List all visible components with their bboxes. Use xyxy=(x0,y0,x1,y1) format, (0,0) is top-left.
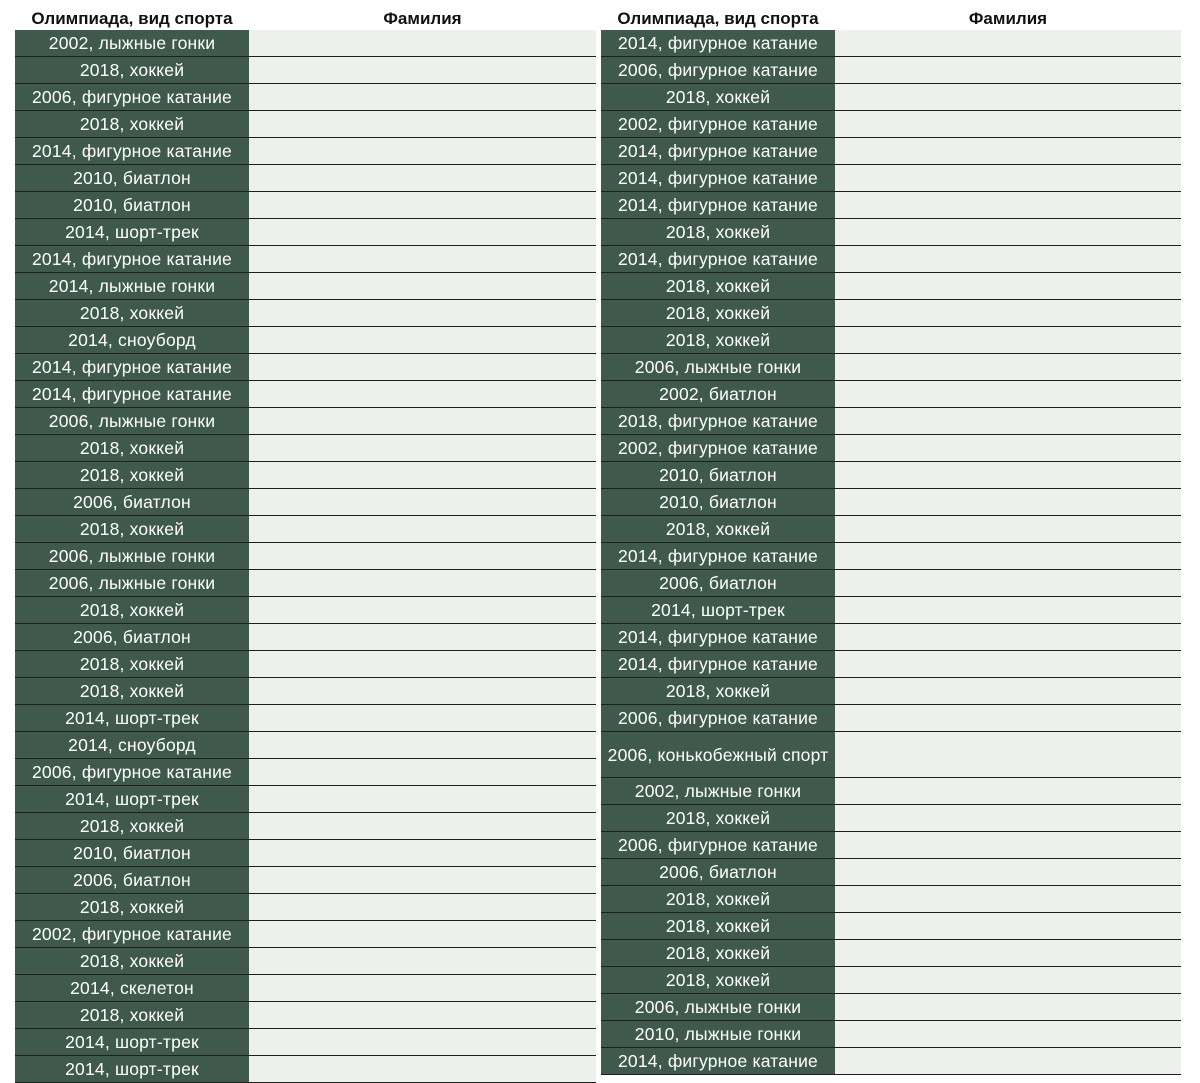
olympiad-sport-cell: 2018, хоккей xyxy=(15,57,249,83)
left-table xyxy=(15,8,596,1083)
table-row xyxy=(601,300,1181,327)
surname-input-cell[interactable] xyxy=(835,543,1181,569)
olympiad-sport-cell: 2006, лыжные гонки xyxy=(15,570,249,596)
olympiad-sport-cell: 2014, фигурное катание xyxy=(601,543,835,569)
table-row xyxy=(15,543,596,570)
table-row xyxy=(15,273,596,300)
surname-input-cell[interactable] xyxy=(835,165,1181,191)
table-row xyxy=(15,165,596,192)
surname-input-cell[interactable] xyxy=(835,778,1181,804)
surname-input-cell[interactable] xyxy=(249,732,596,758)
surname-input-cell[interactable] xyxy=(835,678,1181,704)
olympiad-sport-cell: 2014, сноуборд xyxy=(15,327,249,353)
table-row xyxy=(15,381,596,408)
olympiad-sport-cell: 2006, биатлон xyxy=(15,489,249,515)
surname-input-cell[interactable] xyxy=(835,940,1181,966)
table-row xyxy=(601,138,1181,165)
surname-input-cell[interactable] xyxy=(249,570,596,596)
table-row xyxy=(601,778,1181,805)
surname-input-cell[interactable] xyxy=(835,994,1181,1020)
surname-column-header: Фамилия xyxy=(968,9,1048,28)
surname-input-cell[interactable] xyxy=(249,786,596,812)
surname-input-cell[interactable] xyxy=(249,354,596,380)
olympiad-sport-cell: 2006, биатлон xyxy=(15,624,249,650)
surname-input-cell[interactable] xyxy=(835,192,1181,218)
table-row xyxy=(15,219,596,246)
surname-input-cell[interactable] xyxy=(249,30,596,56)
surname-input-cell[interactable] xyxy=(249,867,596,893)
olympiad-sport-cell: 2018, хоккей xyxy=(601,300,835,326)
olympiad-sport-cell: 2014, фигурное катание xyxy=(15,246,249,272)
table-row xyxy=(601,994,1181,1021)
surname-input-cell[interactable] xyxy=(835,597,1181,623)
table-body xyxy=(15,30,596,1083)
table-row xyxy=(601,624,1181,651)
table-row xyxy=(601,859,1181,886)
table-row xyxy=(601,435,1181,462)
table-row xyxy=(601,805,1181,832)
olympiad-sport-cell: 2014, сноуборд xyxy=(15,732,249,758)
olympiad-sport-cell: 2014, шорт-трек xyxy=(15,1029,249,1055)
table-row xyxy=(15,516,596,543)
surname-input-cell[interactable] xyxy=(835,57,1181,83)
surname-input-cell[interactable] xyxy=(249,111,596,137)
surname-input-cell[interactable] xyxy=(249,894,596,920)
olympiad-sport-cell: 2010, биатлон xyxy=(601,489,835,515)
table-row xyxy=(15,570,596,597)
table-row xyxy=(15,624,596,651)
table-row xyxy=(601,597,1181,624)
olympiad-sport-cell: 2018, хоккей xyxy=(601,913,835,939)
surname-input-cell[interactable] xyxy=(249,84,596,110)
olympiad-sport-cell: 2010, биатлон xyxy=(15,840,249,866)
surname-input-cell[interactable] xyxy=(835,489,1181,515)
surname-input-cell[interactable] xyxy=(835,30,1181,56)
olympiad-sport-cell: 2014, фигурное катание xyxy=(601,30,835,56)
surname-input-cell[interactable] xyxy=(249,948,596,974)
surname-input-cell[interactable] xyxy=(249,921,596,947)
olympiad-sport-cell: 2010, биатлон xyxy=(601,462,835,488)
table-row xyxy=(601,678,1181,705)
table-row xyxy=(601,570,1181,597)
table-row xyxy=(15,840,596,867)
surname-input-cell[interactable] xyxy=(835,732,1181,777)
table-row xyxy=(15,111,596,138)
table-row xyxy=(601,219,1181,246)
surname-input-cell[interactable] xyxy=(835,300,1181,326)
table-row xyxy=(601,381,1181,408)
olympiad-sport-cell: 2014, шорт-трек xyxy=(601,597,835,623)
table-header xyxy=(601,8,1181,30)
table-row xyxy=(15,354,596,381)
olympiad-column-header: Олимпиада, вид спорта xyxy=(617,9,819,28)
olympiad-sport-cell: 2018, хоккей xyxy=(601,967,835,993)
olympiad-sport-cell: 2006, лыжные гонки xyxy=(601,354,835,380)
olympiad-sport-cell: 2014, фигурное катание xyxy=(601,624,835,650)
table-row xyxy=(15,786,596,813)
surname-input-cell[interactable] xyxy=(249,246,596,272)
olympiad-sport-cell: 2002, лыжные гонки xyxy=(15,30,249,56)
table-row xyxy=(15,300,596,327)
surname-input-cell[interactable] xyxy=(249,300,596,326)
olympiad-sport-cell: 2018, хоккей xyxy=(15,462,249,488)
table-row xyxy=(601,651,1181,678)
surname-input-cell[interactable] xyxy=(249,489,596,515)
olympiad-sport-cell: 2006, лыжные гонки xyxy=(15,543,249,569)
olympiad-sport-cell: 2014, шорт-трек xyxy=(15,705,249,731)
surname-input-cell[interactable] xyxy=(249,273,596,299)
surname-input-cell[interactable] xyxy=(835,967,1181,993)
surname-input-cell[interactable] xyxy=(249,543,596,569)
olympiad-sport-cell: 2010, биатлон xyxy=(15,192,249,218)
surname-input-cell[interactable] xyxy=(249,165,596,191)
surname-input-cell[interactable] xyxy=(249,813,596,839)
olympiad-sport-cell: 2018, хоккей xyxy=(15,1002,249,1028)
surname-input-cell[interactable] xyxy=(249,516,596,542)
olympiad-column-header: Олимпиада, вид спорта xyxy=(31,9,233,28)
table-row xyxy=(601,913,1181,940)
surname-input-cell[interactable] xyxy=(835,516,1181,542)
olympiad-sport-cell: 2014, фигурное катание xyxy=(601,651,835,677)
table-row xyxy=(15,1056,596,1083)
table-body xyxy=(601,30,1181,1075)
table-row xyxy=(15,138,596,165)
surname-input-cell[interactable] xyxy=(249,219,596,245)
surname-input-cell[interactable] xyxy=(249,1002,596,1028)
surname-input-cell[interactable] xyxy=(249,840,596,866)
surname-input-cell[interactable] xyxy=(249,462,596,488)
olympiad-sport-cell: 2018, хоккей xyxy=(601,886,835,912)
table-row xyxy=(15,921,596,948)
surname-input-cell[interactable] xyxy=(835,327,1181,353)
table-row xyxy=(15,894,596,921)
surname-input-cell[interactable] xyxy=(835,570,1181,596)
table-row xyxy=(601,967,1181,994)
olympiad-sport-cell: 2018, хоккей xyxy=(15,516,249,542)
surname-input-cell[interactable] xyxy=(835,651,1181,677)
olympiad-sport-cell: 2014, фигурное катание xyxy=(601,246,835,272)
olympiad-sport-cell: 2006, конькобежный спорт xyxy=(601,732,835,777)
olympiad-sport-cell: 2018, хоккей xyxy=(601,516,835,542)
olympiad-sport-cell: 2014, шорт-трек xyxy=(15,1056,249,1082)
table-row xyxy=(15,327,596,354)
olympiad-sport-cell: 2018, хоккей xyxy=(601,219,835,245)
table-row xyxy=(601,30,1181,57)
olympiad-sport-cell: 2014, фигурное катание xyxy=(601,192,835,218)
olympiad-sport-cell: 2018, хоккей xyxy=(601,940,835,966)
table-row xyxy=(601,940,1181,967)
surname-input-cell[interactable] xyxy=(249,138,596,164)
table-row xyxy=(15,435,596,462)
surname-input-cell[interactable] xyxy=(835,1021,1181,1047)
table-row xyxy=(15,678,596,705)
table-row xyxy=(601,832,1181,859)
surname-input-cell[interactable] xyxy=(249,1056,596,1082)
table-row xyxy=(15,57,596,84)
olympiad-sport-cell: 2018, хоккей xyxy=(15,435,249,461)
olympiad-sport-cell: 2014, фигурное катание xyxy=(601,1048,835,1074)
table-row xyxy=(15,975,596,1002)
olympiad-sport-cell: 2014, шорт-трек xyxy=(15,219,249,245)
olympiad-sport-cell: 2018, хоккей xyxy=(601,327,835,353)
surname-input-cell[interactable] xyxy=(835,805,1181,831)
surname-input-cell[interactable] xyxy=(835,219,1181,245)
olympiad-sport-cell: 2014, лыжные гонки xyxy=(15,273,249,299)
table-row xyxy=(601,327,1181,354)
table-row xyxy=(15,732,596,759)
table-row xyxy=(601,489,1181,516)
table-row xyxy=(601,192,1181,219)
olympiad-sport-cell: 2006, биатлон xyxy=(601,570,835,596)
surname-input-cell[interactable] xyxy=(835,832,1181,858)
table-row xyxy=(15,948,596,975)
olympiad-sport-cell: 2006, лыжные гонки xyxy=(601,994,835,1020)
olympiad-sport-cell: 2018, хоккей xyxy=(601,84,835,110)
olympiad-sport-cell: 2014, шорт-трек xyxy=(15,786,249,812)
table-row xyxy=(15,246,596,273)
table-row xyxy=(15,1002,596,1029)
surname-input-cell[interactable] xyxy=(835,138,1181,164)
surname-input-cell[interactable] xyxy=(249,57,596,83)
olympiad-sport-cell: 2018, хоккей xyxy=(601,273,835,299)
table-row xyxy=(601,1021,1181,1048)
table-row xyxy=(601,57,1181,84)
olympiad-sport-cell: 2018, хоккей xyxy=(15,111,249,137)
surname-input-cell[interactable] xyxy=(249,651,596,677)
surname-input-cell[interactable] xyxy=(835,381,1181,407)
olympiad-sport-cell: 2018, хоккей xyxy=(15,948,249,974)
olympiad-sport-cell: 2018, хоккей xyxy=(15,651,249,677)
table-row xyxy=(15,759,596,786)
table-row xyxy=(15,462,596,489)
olympiad-sport-cell: 2014, фигурное катание xyxy=(601,165,835,191)
surname-input-cell[interactable] xyxy=(835,111,1181,137)
surname-input-cell[interactable] xyxy=(249,597,596,623)
olympiad-sport-cell: 2018, хоккей xyxy=(15,678,249,704)
table-row xyxy=(601,1048,1181,1075)
surname-input-cell[interactable] xyxy=(249,624,596,650)
table-row xyxy=(601,462,1181,489)
surname-input-cell[interactable] xyxy=(835,913,1181,939)
table-row xyxy=(601,408,1181,435)
olympiad-sport-cell: 2018, хоккей xyxy=(15,597,249,623)
olympiad-sport-cell: 2006, фигурное катание xyxy=(601,705,835,731)
table-row xyxy=(15,651,596,678)
surname-input-cell[interactable] xyxy=(835,273,1181,299)
table-row xyxy=(15,813,596,840)
surname-input-cell[interactable] xyxy=(249,435,596,461)
surname-input-cell[interactable] xyxy=(249,759,596,785)
surname-input-cell[interactable] xyxy=(249,1029,596,1055)
olympiad-sport-cell: 2018, хоккей xyxy=(15,813,249,839)
olympiad-sport-cell: 2018, хоккей xyxy=(15,894,249,920)
right-table xyxy=(601,8,1181,1075)
surname-input-cell[interactable] xyxy=(249,192,596,218)
olympiad-sport-cell: 2018, хоккей xyxy=(601,678,835,704)
olympiad-sport-cell: 2014, фигурное катание xyxy=(15,381,249,407)
table-row xyxy=(601,84,1181,111)
table-row xyxy=(601,273,1181,300)
surname-input-cell[interactable] xyxy=(835,408,1181,434)
surname-input-cell[interactable] xyxy=(249,327,596,353)
table-row xyxy=(15,192,596,219)
table-row xyxy=(601,165,1181,192)
olympiad-sport-cell: 2006, биатлон xyxy=(15,867,249,893)
surname-input-cell[interactable] xyxy=(835,624,1181,650)
table-header xyxy=(15,8,596,30)
olympiad-sport-cell: 2010, биатлон xyxy=(15,165,249,191)
olympiad-sport-cell: 2002, биатлон xyxy=(601,381,835,407)
surname-input-cell[interactable] xyxy=(249,975,596,1001)
olympiad-sport-cell: 2006, фигурное катание xyxy=(601,832,835,858)
table-row xyxy=(15,1029,596,1056)
table-row xyxy=(601,246,1181,273)
olympiad-sport-cell: 2018, фигурное катание xyxy=(601,408,835,434)
olympiad-sport-cell: 2006, лыжные гонки xyxy=(15,408,249,434)
surname-input-cell[interactable] xyxy=(835,705,1181,731)
table-row xyxy=(15,84,596,111)
surname-input-cell[interactable] xyxy=(835,886,1181,912)
surname-input-cell[interactable] xyxy=(249,678,596,704)
olympiad-sport-cell: 2002, фигурное катание xyxy=(601,435,835,461)
olympiad-sport-cell: 2014, фигурное катание xyxy=(15,138,249,164)
surname-input-cell[interactable] xyxy=(835,84,1181,110)
table-row xyxy=(15,597,596,624)
surname-input-cell[interactable] xyxy=(835,246,1181,272)
table-row xyxy=(15,408,596,435)
olympiad-sport-cell: 2010, лыжные гонки xyxy=(601,1021,835,1047)
surname-input-cell[interactable] xyxy=(835,1048,1181,1074)
table-row xyxy=(15,30,596,57)
olympiad-sport-cell: 2018, хоккей xyxy=(15,300,249,326)
table-row xyxy=(601,886,1181,913)
olympiad-sport-cell: 2002, фигурное катание xyxy=(601,111,835,137)
olympiad-sport-cell: 2002, фигурное катание xyxy=(15,921,249,947)
surname-input-cell[interactable] xyxy=(249,381,596,407)
olympiad-sport-cell: 2014, фигурное катание xyxy=(15,354,249,380)
table-row xyxy=(601,516,1181,543)
surname-input-cell[interactable] xyxy=(249,705,596,731)
surname-input-cell[interactable] xyxy=(835,354,1181,380)
olympiad-sport-cell: 2006, биатлон xyxy=(601,859,835,885)
table-row xyxy=(601,543,1181,570)
olympiad-sport-cell: 2002, лыжные гонки xyxy=(601,778,835,804)
olympiad-sport-cell: 2006, фигурное катание xyxy=(601,57,835,83)
table-row xyxy=(15,489,596,516)
table-row xyxy=(601,354,1181,381)
surname-input-cell[interactable] xyxy=(835,462,1181,488)
table-row xyxy=(15,867,596,894)
table-row xyxy=(15,705,596,732)
surname-input-cell[interactable] xyxy=(835,435,1181,461)
table-row xyxy=(601,705,1181,732)
olympiad-sport-cell: 2006, фигурное катание xyxy=(15,84,249,110)
olympiad-sport-cell: 2018, хоккей xyxy=(601,805,835,831)
surname-input-cell[interactable] xyxy=(249,408,596,434)
table-row xyxy=(601,111,1181,138)
surname-input-cell[interactable] xyxy=(835,859,1181,885)
table-row xyxy=(601,732,1181,778)
olympiad-sport-cell: 2014, фигурное катание xyxy=(601,138,835,164)
olympiad-sport-cell: 2006, фигурное катание xyxy=(15,759,249,785)
surname-column-header: Фамилия xyxy=(383,9,462,28)
olympiad-sport-cell: 2014, скелетон xyxy=(15,975,249,1001)
